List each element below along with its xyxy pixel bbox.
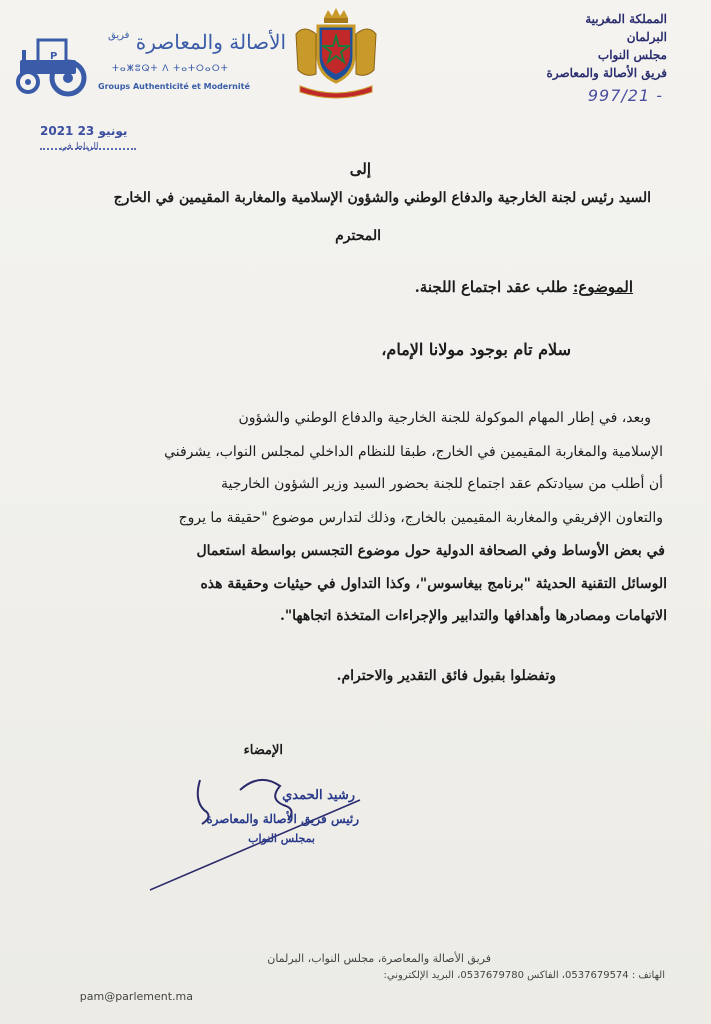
header-line: المملكة المغربية: [585, 12, 667, 26]
footer-email: pam@parlement.ma: [79, 990, 193, 1003]
signatory-institution: بمجلس النواب: [248, 832, 315, 845]
header-line: فريق الأصالة والمعاصرة: [546, 66, 667, 80]
closing: وتفضلوا بقبول فائق التقدير والاحترام.: [336, 668, 556, 684]
body-line: أن أطلب من سيادتكم عقد اجتماع للجنة بحضور السيد وزير الشؤون الخارجية: [221, 476, 663, 492]
body-line: الإسلامية والمغاربة المقيمين في الخارج، طبقا للنظام الداخلي لمجلس النواب، يشرفني: [164, 444, 663, 460]
reference-number: 997/21 -: [587, 86, 663, 105]
logo-arabic: الأصالة والمعاصرة $^{فريق}$: [108, 30, 287, 54]
header-line: مجلس النواب: [597, 48, 667, 62]
subject-text: طلب عقد اجتماع اللجنة.: [414, 278, 568, 296]
date-stamp: 2021 23 يونيو: [40, 124, 128, 138]
subject-label: الموضوع:: [572, 278, 633, 296]
tractor-icon: [12, 32, 92, 98]
greeting: سلام تام بوجود مولانا الإمام،: [381, 340, 571, 359]
parliament-header: [547, 10, 667, 82]
footer-contacts: الهاتف : 0537679574، الفاكس 0537679780، البريد الإلكتروني:: [383, 970, 665, 981]
honorific: المحترم: [335, 228, 381, 244]
addressee: السيد رئيس لجنة الخارجية والدفاع الوطني والشؤون الإسلامية والمغاربة المقيمين في الخارج: [113, 190, 651, 206]
body-line: والتعاون الإفريقي والمغاربة المقيمين بالخارج، وذلك لتدارس موضوع "حقيقة ما يروج: [178, 510, 663, 526]
subject-line: [415, 278, 633, 296]
svg-text:P: P: [50, 51, 58, 62]
place-label: الرباط في: [60, 142, 99, 152]
body-line: في بعض الأوساط وفي الصحافة الدولية حول موضوع التجسس بواسطة استعمال: [196, 543, 665, 559]
signature-label: الإمضاء: [243, 743, 283, 758]
body-line: الاتهامات ومصادرها وأهدافها والتدابير والإجراءات المتخذة اتجاهها".: [279, 608, 667, 624]
coat-of-arms-icon: [286, 4, 386, 100]
signatory-name: رشيد الحمدي: [282, 788, 355, 803]
party-logo: [12, 28, 287, 108]
header-line: البرلمان: [626, 30, 667, 44]
signatory-title: رئيس فريق الأصالة والمعاصرة: [206, 812, 359, 826]
body-line: الوسائل التقنية الحديثة "برنامج بيغاسوس"، وكذا التداول في حيثيات وحقيقة هذه: [200, 576, 667, 592]
handwritten-signature: [140, 760, 380, 900]
footer-address: فريق الأصالة والمعاصرة، مجلس النواب، البرلمان: [267, 952, 491, 965]
body-line: وبعد، في إطار المهام الموكولة للجنة الخارجية والدفاع الوطني والشؤون: [238, 410, 651, 426]
logo-french: Groups Authenticité et Modernité: [98, 82, 250, 91]
to-label: إلى: [349, 160, 371, 178]
logo-amazigh: ⵜⴰⵥⵓⵕⵜ ⴷ ⵜⴰⵜⵔⴰⵔⵜ: [112, 64, 229, 74]
